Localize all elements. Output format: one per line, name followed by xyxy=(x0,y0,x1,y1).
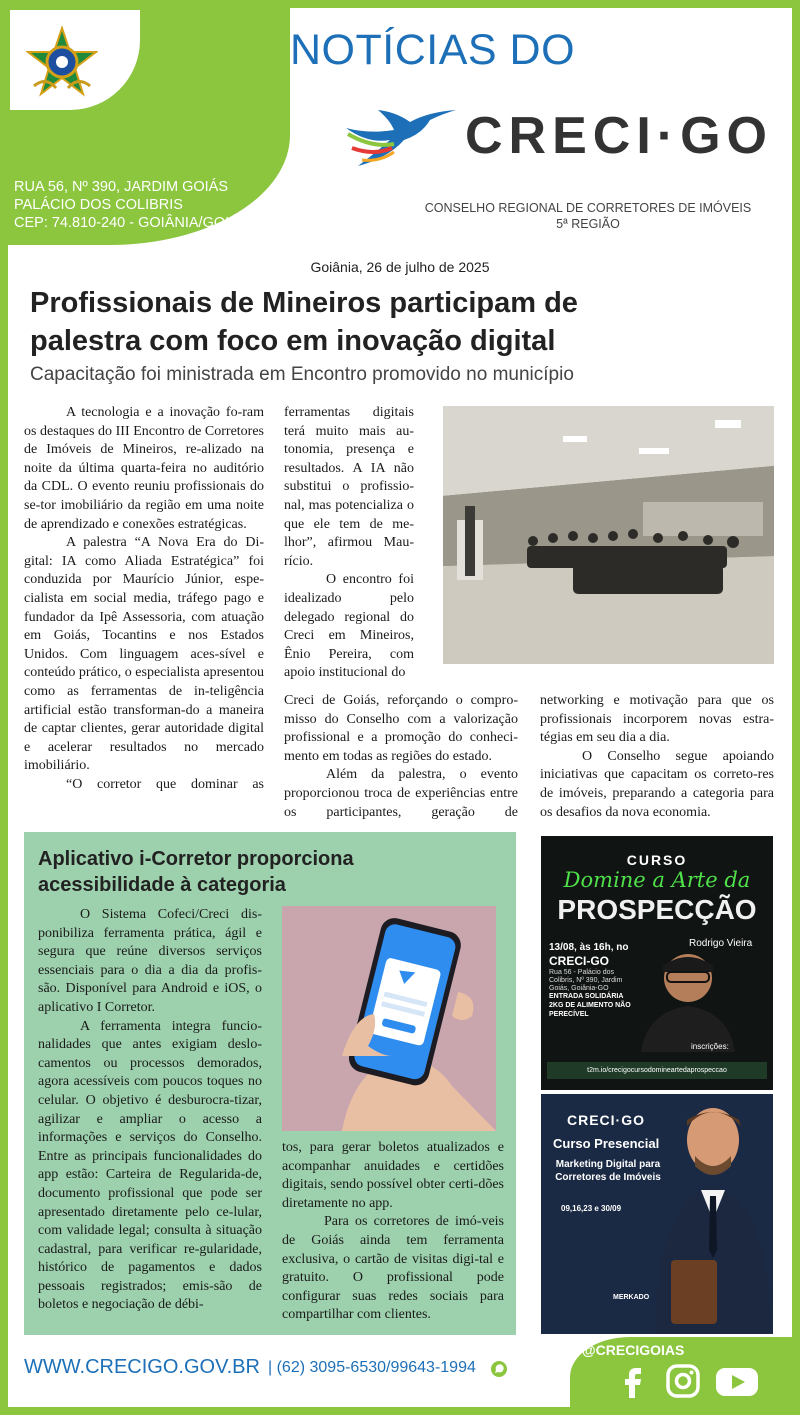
ad1-when: 13/08, às 16h, no xyxy=(549,942,629,953)
presenter-photo xyxy=(651,1100,773,1334)
prospeccao-course-ad[interactable] xyxy=(541,836,773,1090)
ad1-speaker: Rodrigo Vieira xyxy=(689,938,753,949)
paragraph: O Conselho segue apoiando iniciativas que capacitam os correto-res de imóveis, preparando a categoria para os desafios da nova economia. xyxy=(540,748,774,820)
paragraph: Creci de Goiás, reforçando o compro-misso do Conselho com a valorização profissional e a promoção do conheci-mento em todas as regiões do estado. xyxy=(284,693,518,764)
hummingbird-logo-icon xyxy=(338,104,460,170)
address-block: RUA 56, Nº 390, JARDIM GOIÁS PALÁCIO DOS COLIBRIS CEP: 74.810-240 - GOIÂNIA/GOIÁS xyxy=(14,179,249,231)
box-column-2 xyxy=(282,1139,504,1325)
paragraph: “O corretor que dominar as xyxy=(66,776,264,792)
paragraph: A tecnologia e a inovação fo-ram os destaques do III Encontro de Corretores de Imóveis de Mineiros, re-alizado na noite da última quarta-feira no auditório da CDL. O evento reuniu profissionais do se-tor imobiliário da região em uma noite de aprendizado e conexões estratégicas. xyxy=(24,405,264,532)
article-column-1 xyxy=(24,404,264,794)
paragraph: networking e motivação para que os profissionais incorporem novas estra-tégias em seu dia a dia. xyxy=(540,693,774,746)
ad1-link[interactable]: t2m.io/crecigocursodomineartedaprospeccao xyxy=(547,1062,767,1079)
article-column-2-bottom xyxy=(284,692,518,822)
ad1-curso-label: CURSO xyxy=(626,852,688,868)
brazil-coat-of-arms-icon xyxy=(26,26,98,98)
ad2-sponsor: MERKADO xyxy=(613,1294,650,1301)
article-date: Goiânia, 26 de julho de 2025 xyxy=(310,259,490,275)
article-column-2-top xyxy=(284,404,414,683)
council-name: CONSELHO REGIONAL DE CORRETORES DE IMÓVEIS 5ª REGIÃO xyxy=(424,201,752,231)
social-handle: @CRECIGOIAS xyxy=(582,1342,685,1358)
paragraph: O encontro foi idealizado pelo delegado regional do Creci em Mineiros, Ênio Pereira, com apoio institucional do xyxy=(284,572,414,681)
instagram-icon[interactable] xyxy=(664,1362,702,1400)
article-column-3 xyxy=(540,692,774,822)
paragraph: Para os corretores de imó-veis de Goiás ainda tem ferramenta exclusiva, o cartão de visitas digi-tal e gratuito. O profissional pode configurar suas redes sociais para compartilhar com clientes. xyxy=(282,1214,504,1323)
ad1-address: Rua 56 - Palácio dos Colibris, Nº 390, Jardim Goiás, Goiânia-GO xyxy=(549,969,623,992)
paragraph: A ferramenta integra funcio-nalidades que antes exigiam deslo-camentos ou processos demorados, agora acessíveis com poucos toques no celular. O objetivo é desburocra-tizar, agilizar e ampliar o acesso a informações e serviços do Conselho. Entre as principais funcionalidades do app estão: Carteira de Regularida-de, documento profissional que pode ser apresentado diretamente pelo ce-lular, com validade legal; consulta à situação cadastral, para verificar re-gularidade, histórico de pagamentos e dados pessoais registrados; emis-são de boletos e negociação de débi- xyxy=(38,1018,262,1313)
marketing-course-ad[interactable] xyxy=(541,1094,773,1334)
ad2-title: Curso Presencial xyxy=(553,1136,660,1151)
whatsapp-icon[interactable] xyxy=(490,1360,508,1378)
website-link[interactable]: WWW.CRECIGO.GOV.BR xyxy=(24,1356,260,1378)
phone-numbers: | (62) 3095-6530/99643-1994 xyxy=(268,1359,476,1376)
ad2-logo: CRECI·GO xyxy=(567,1112,645,1128)
ad1-entry: ENTRADA SOLIDÁRIA 2KG DE ALIMENTO NÃO PERECÍVEL xyxy=(549,993,631,1018)
ad1-main-title: PROSPECÇÃO xyxy=(557,894,757,925)
paragraph: ferramentas digitais terá muito mais au-tonomia, presença e resultados. A IA não substitui o profissio-nal, mas potencializa o que ele tem de me-lhor”, afirmou Mau-rício. xyxy=(284,405,414,569)
creci-go-logo: CRECI·GO xyxy=(465,107,773,165)
ad1-where: CRECI-GO xyxy=(549,954,609,968)
event-photo xyxy=(443,406,774,664)
ad1-script-title: Domine a Arte da xyxy=(563,868,751,892)
youtube-icon[interactable] xyxy=(714,1362,760,1400)
phone-photo xyxy=(282,906,496,1131)
paragraph: A palestra “A Nova Era do Di-gital: IA como Aliada Estratégica” foi conduzida por Maurício Júnior, espe-cialista em social media, tráfego pago e fundador da Ipê Assessoria, com atuação em Goiás, Tocantins e nos Estados Unidos. Com linguagem aces-sível e conteúdo prático, o especialista apresentou como as ferramentas de in-teligência artificial estão transforman-do a maneira de captar clientes, gerar autoridade digital e acelerar resultados no mercado imobiliário. xyxy=(24,535,264,774)
ad2-subtitle: Marketing Digital para Corretores de Imóveis xyxy=(555,1159,661,1183)
speaker-photo xyxy=(633,948,743,1052)
app-news-box xyxy=(24,832,516,1335)
paragraph: tos, para gerar boletos atualizados e acompanhar anuidades e certidões digitais, sendo possível obter certi-dões diretamente no app. xyxy=(282,1140,504,1211)
facebook-icon[interactable] xyxy=(614,1362,652,1400)
paragraph: O Sistema Cofeci/Creci dis-ponibiliza ferramenta prática, ágil e segura que reúne diversos serviços essenciais para o dia a dia da profis-são. Disponível para Android e iOS, o aplicativo I Corretor. xyxy=(38,907,262,1015)
masthead: NOTÍCIAS DO xyxy=(290,26,576,74)
box-column-1 xyxy=(38,906,262,1315)
ad1-signup-label: inscrições: xyxy=(691,1042,729,1051)
headline: Profissionais de Mineiros participam de palestra com foco em inovação digital xyxy=(30,287,578,357)
ad2-dates: 09,16,23 e 30/09 xyxy=(561,1204,622,1213)
box-title: Aplicativo i-Corretor proporciona acessibilidade à categoria xyxy=(38,848,354,896)
paragraph: Além da palestra, o evento proporcionou troca de experiências entre os participantes, geração de xyxy=(284,767,518,820)
subheadline: Capacitação foi ministrada em Encontro promovido no município xyxy=(30,364,574,385)
